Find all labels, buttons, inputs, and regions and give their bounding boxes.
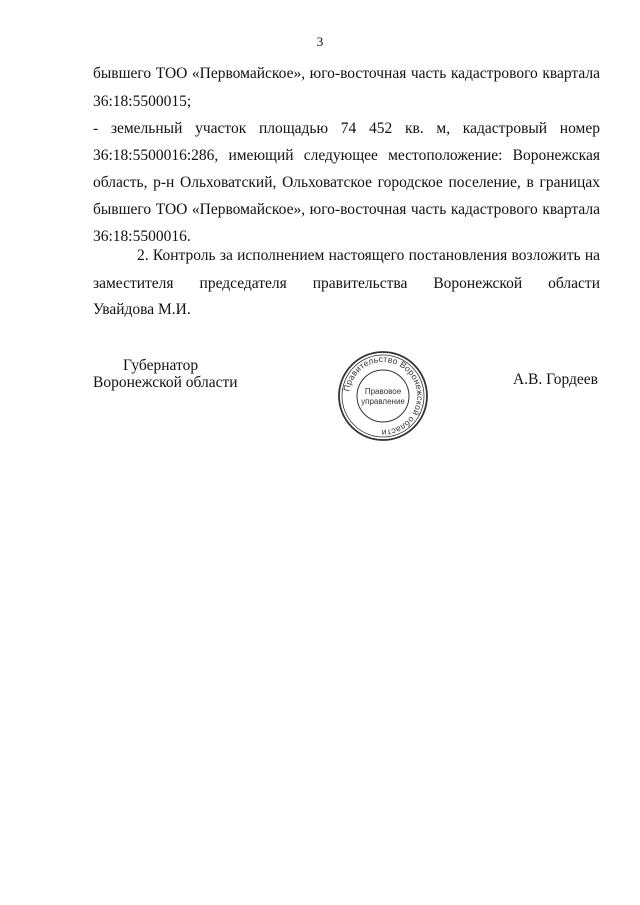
official-stamp: [337, 350, 429, 442]
stamp-inner-line-1: Правовое: [364, 387, 402, 396]
body-line-3: - земельный участок площадью 74 452 кв. м, кадастровый номер: [93, 120, 600, 137]
stamp-outer-text: Правительство Воронежской области: [341, 353, 426, 439]
paragraph2-line-3: Увайдова М.И.: [93, 301, 191, 318]
paragraph2-line-2: заместителя председателя правительства Воронежской области: [93, 275, 600, 292]
signatory-name: А.В. Гордеев: [512, 371, 598, 388]
body-line-4: 36:18:5500016:286, имеющий следующее местоположение: Воронежская: [93, 147, 600, 164]
body-line-6: бывшего ТОО «Первомайское», юго-восточная часть кадастрового квартала: [93, 201, 600, 218]
body-line-7: 36:18:5500016.: [93, 228, 191, 245]
body-line-1: бывшего ТОО «Первомайское», юго-восточная часть кадастрового квартала: [93, 65, 600, 82]
paragraph2-line-1: 2. Контроль за исполнением настоящего постановления возложить на: [137, 247, 600, 264]
stamp-inner-line-2: управление: [361, 397, 405, 406]
body-line-5: область, р-н Ольховатский, Ольховатское городское поселение, в границах: [93, 174, 600, 191]
body-line-2: 36:18:5500015;: [93, 93, 192, 110]
signature-title-line-1: Губернатор: [123, 357, 199, 374]
signature-title-line-2: Воронежской области: [93, 374, 238, 391]
page-number: 3: [316, 34, 324, 49]
